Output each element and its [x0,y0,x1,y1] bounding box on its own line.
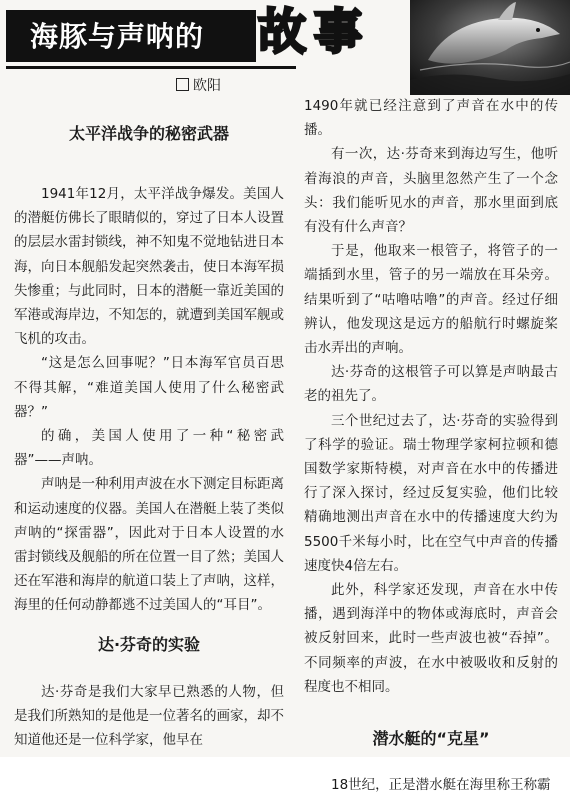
paragraph: 的确，美国人使用了一种“秘密武器”——声呐。 [14,428,284,469]
paragraph-continued: 1490年就已经注意到了声音在水中的传播。 [304,98,558,139]
paragraph: 1941年12月，太平洋战争爆发。美国人的潜艇仿佛长了眼睛似的，穿过了日本人设置的层层水雷封锁线，神不知鬼不觉地钻进日本海，向日本舰船发起突然袭击，使日本海军损失惨重；与此同时，日本的潜艇一靠近美国的军港或海岸边，不知怎的，就遭到美国军舰或飞机的攻击。 [14,186,284,348]
dolphin-photo-graphic [410,0,570,95]
article-title: 海豚与声呐的 [30,20,205,53]
left-column [14,118,284,752]
byline [176,76,221,96]
paragraph: 三个世纪过去了，达·芬奇的实验得到了科学的验证。瑞士物理学家柯拉顿和德国数学家斯特模，对声音在水中的传播进行了深入探讨，经过反复实验，他们比较精确地测出声音在水中的传播速度大约为5500千米每小时，比在空气中声音的传播速度快4倍左右。 [304,412,558,574]
byline-box-icon [176,78,189,91]
dolphin-photo [410,0,570,95]
section-heading-da-vinci: 达·芬奇的实验 [97,634,201,654]
paragraph: 于是，他取来一根管子，将管子的一端插到水里，管子的另一端放在耳朵旁。结果听到了“咕噜咕噜”的声音。经过仔细辨认，他发现这是远方的船航行时螺旋桨击水弄出的声响。 [304,243,558,357]
section-heading-submarine: 潜水艇的“克星” [372,729,490,749]
paragraph: 达·芬奇是我们大家早已熟悉的人物，但是我们所熟知的是他是一位著名的画家，却不知道他还是一位科学家，他早在 [14,683,284,749]
paragraph: 达·芬奇的这根管子可以算是声呐最古老的祖先了。 [304,364,558,405]
author-name: 欧阳 [193,78,221,94]
header-rule [6,66,296,69]
section-heading-pacific: 太平洋战争的秘密武器 [68,124,229,143]
paragraph: “这是怎么回事呢？”日本海军官员百思不得其解，“难道美国人使用了什么秘密武器？” [14,355,284,420]
paragraph: 此外，科学家还发现，声音在水中传播，遇到海洋中的物体或海底时，声音会被反射回来，此时一些声波也被“吞掉”。不同频率的声波，在水中被吸收和反射的程度也不相同。 [304,582,558,695]
paragraph: 声呐是一种利用声波在水下测定目标距离和运动速度的仪器。美国人在潜艇上装了类似声呐的“探雷器”，因此对于日本人设置的水雷封锁线及舰船的所在位置一目了然；美国人还在军港和海岸的航道口装上了声呐，这样，海里的任何动静都逃不过美国人的“耳目”。 [14,476,284,614]
paragraph: 18世纪，正是潜水艇在海里称王称霸 [331,777,551,794]
article-title-emphasis: 故事 [258,4,371,60]
right-column [304,94,558,797]
paragraph: 有一次，达·芬奇来到海边写生，他听着海浪的声音，头脑里忽然产生了一个念头：我们能听见水的声音，那水里面到底有没有什么声音？ [304,146,558,236]
